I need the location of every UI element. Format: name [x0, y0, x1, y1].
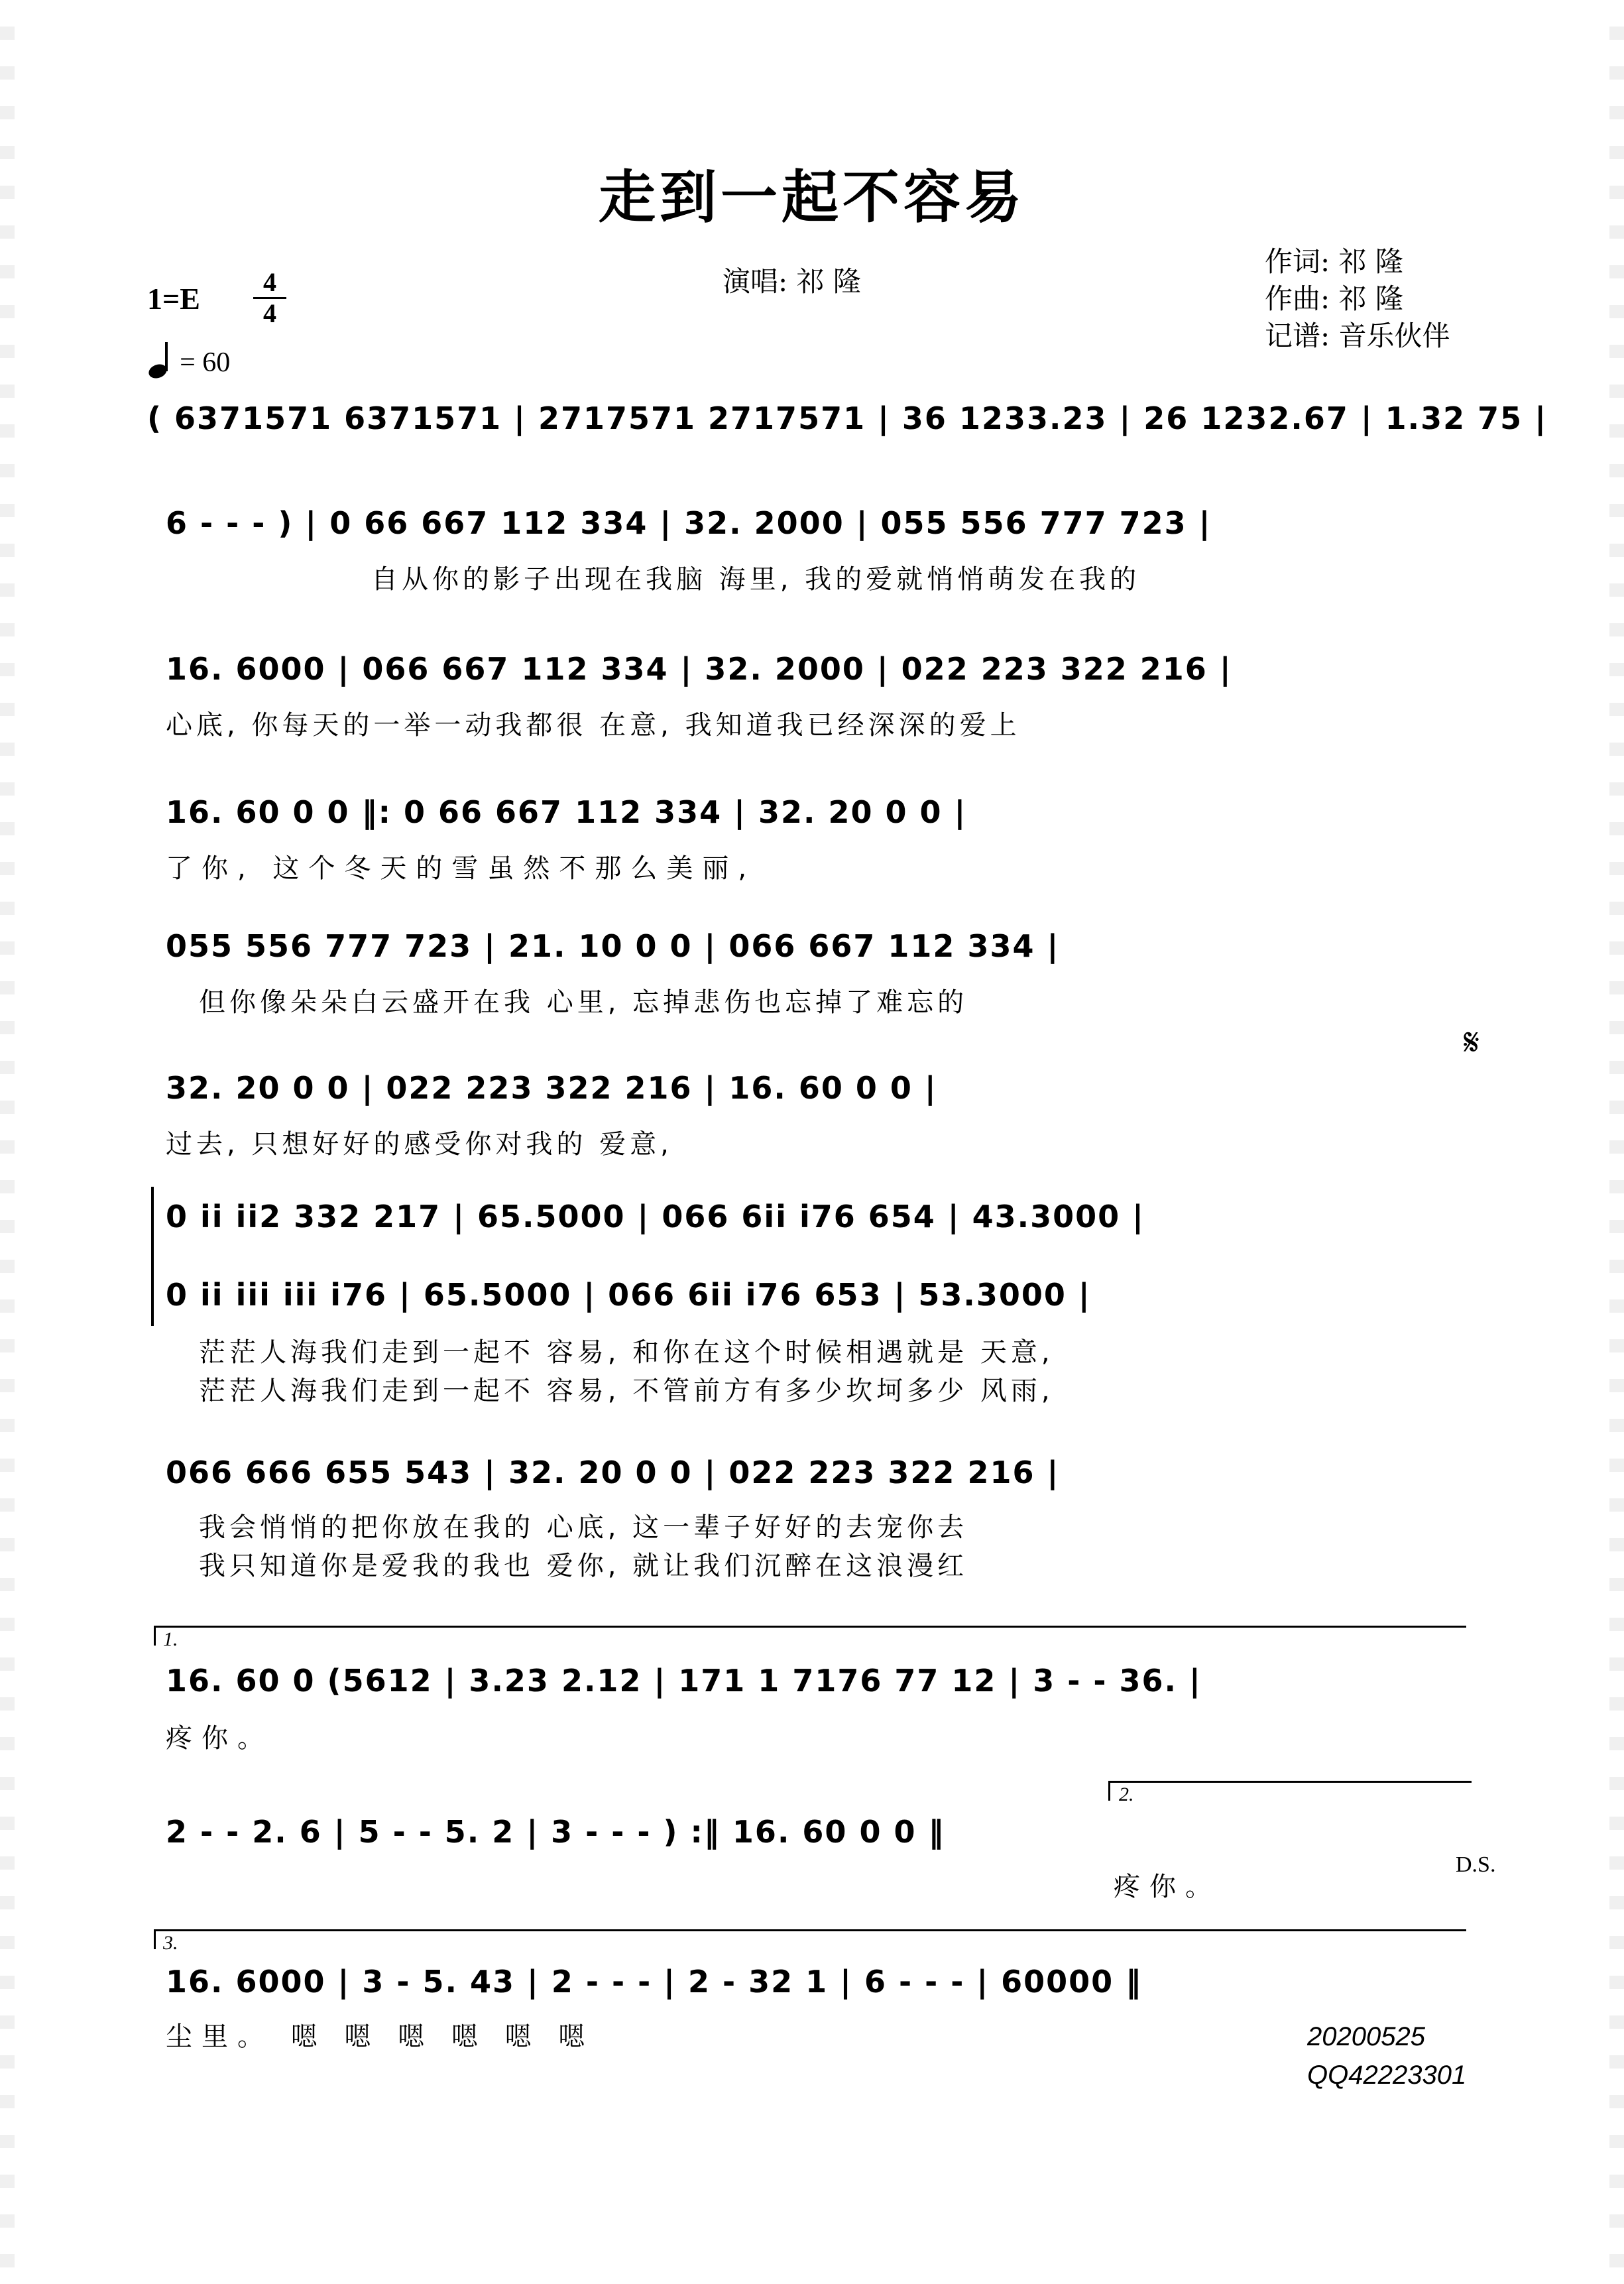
volta-3-label: 3.	[163, 1932, 178, 1954]
quarter-note-icon	[147, 339, 176, 379]
volta-2-bracket	[1108, 1781, 1472, 1783]
staff-5-notes: 055 556 777 723 | 21. 10 0 0 | 066 667 112 334 |	[166, 928, 1060, 964]
staff-3-lyrics: 心底, 你每天的一举一动我都很 在意, 我知道我已经深深的爱上	[166, 710, 1021, 741]
volta-2-label: 2.	[1119, 1783, 1134, 1805]
staff-4-notes: 16. 60 0 0 ‖: 0 66 667 112 334 | 32. 20 0 0 |	[166, 794, 967, 830]
chorus-lyrics-verse-1: 茫茫人海我们走到一起不 容易, 和你在这个时候相遇就是 天意,	[199, 1337, 1054, 1368]
left-margin-watermark	[0, 0, 15, 2284]
staff-9-notes: 066 666 655 543 | 32. 20 0 0 | 022 223 322 216 |	[166, 1455, 1060, 1490]
staff-11-notes: 2 - - 2. 6 | 5 - - 5. 2 | 3 - - - ) :‖ 16. 60 0 0 ‖	[166, 1814, 945, 1850]
staff-3-notes: 16. 6000 | 066 667 112 334 | 32. 2000 | 022 223 322 216 |	[166, 651, 1232, 687]
chorus-lyrics-verse-2: 茫茫人海我们走到一起不 容易, 不管前方有多少坎坷多少 风雨,	[199, 1376, 1054, 1406]
staff-6-lyrics: 过去, 只想好好的感受你对我的 爱意,	[166, 1129, 673, 1160]
segno-sign: 𝄋	[1464, 1021, 1480, 1064]
staff-5-lyrics: 但你像朵朵白云盛开在我 心里, 忘掉悲伤也忘掉了难忘的	[199, 987, 968, 1018]
volta-1-bracket	[154, 1626, 1466, 1628]
tempo-marking	[147, 339, 230, 387]
staff-2-notes: 6 - - - ) | 0 66 667 112 334 | 32. 2000 | 055 556 777 723 |	[166, 505, 1212, 541]
staff-12-lyrics: 尘里。 嗯 嗯 嗯 嗯 嗯 嗯	[166, 2021, 595, 2052]
chorus-bracket-line	[151, 1187, 154, 1326]
tempo-value: = 60	[180, 347, 231, 378]
staff-7-notes: 0 ii ii2 332 217 | 65.5000 | 066 6ii i76 654 | 43.3000 |	[166, 1199, 1145, 1234]
transcriber-credit: 记谱: 音乐伙伴	[1265, 320, 1450, 352]
staff-6-notes: 32. 20 0 0 | 022 223 322 216 | 16. 60 0 0 |	[166, 1070, 937, 1106]
singer-credit: 演唱: 祁 隆	[723, 265, 861, 298]
staff-9-lyrics-verse-1: 我会悄悄的把你放在我的 心底, 这一辈子好好的去宠你去	[199, 1512, 968, 1543]
staff-10-lyrics: 疼你。	[166, 1723, 273, 1754]
staff-2-lyrics: 自从你的影子出现在我脑 海里, 我的爱就悄悄萌发在我的	[371, 564, 1141, 595]
lyricist-credit: 作词: 祁 隆	[1265, 245, 1403, 278]
transcription-date: 20200525	[1307, 2022, 1425, 2051]
composer-credit: 作曲: 祁 隆	[1265, 282, 1403, 315]
staff-9-lyrics-verse-2: 我只知道你是爱我的我也 爱你, 就让我们沉醉在这浪漫红	[199, 1551, 968, 1581]
time-signature-top: 4	[263, 267, 276, 297]
time-signature	[253, 268, 286, 328]
volta-3-bracket	[154, 1929, 1466, 1931]
dal-segno-marking: D.S.	[1456, 1852, 1496, 1877]
song-title: 走到一起不容易	[599, 164, 1025, 231]
staff-10-notes: 16. 60 0 (5612 | 3.23 2.12 | 171 1 7176 77 12 | 3 - - 36. |	[166, 1663, 1202, 1699]
staff-1-notes: ( 6371571 6371571 | 2717571 2717571 | 36 1233.23 | 26 1232.67 | 1.32 75 |	[147, 400, 1548, 436]
volta-2-bracket-end	[1108, 1781, 1110, 1801]
volta-1-label: 1.	[163, 1628, 178, 1650]
key-signature: 1=E	[147, 282, 200, 316]
staff-8-notes: 0 ii iii iii i76 | 65.5000 | 066 6ii i76 653 | 53.3000 |	[166, 1277, 1091, 1313]
staff-12-notes: 16. 6000 | 3 - 5. 43 | 2 - - - | 2 - 32 1 | 6 - - - | 60000 ‖	[166, 1964, 1143, 2000]
volta-3-bracket-end	[154, 1929, 156, 1949]
transcriber-qq: QQ42223301	[1307, 2061, 1467, 2090]
time-signature-bottom: 4	[253, 297, 286, 328]
right-margin-watermark	[1609, 0, 1624, 2284]
staff-11-lyrics: 疼你。	[1114, 1872, 1221, 1902]
staff-4-lyrics: 了你, 这个冬天的雪虽然不那么美丽,	[166, 853, 756, 884]
volta-1-bracket-end	[154, 1626, 156, 1646]
